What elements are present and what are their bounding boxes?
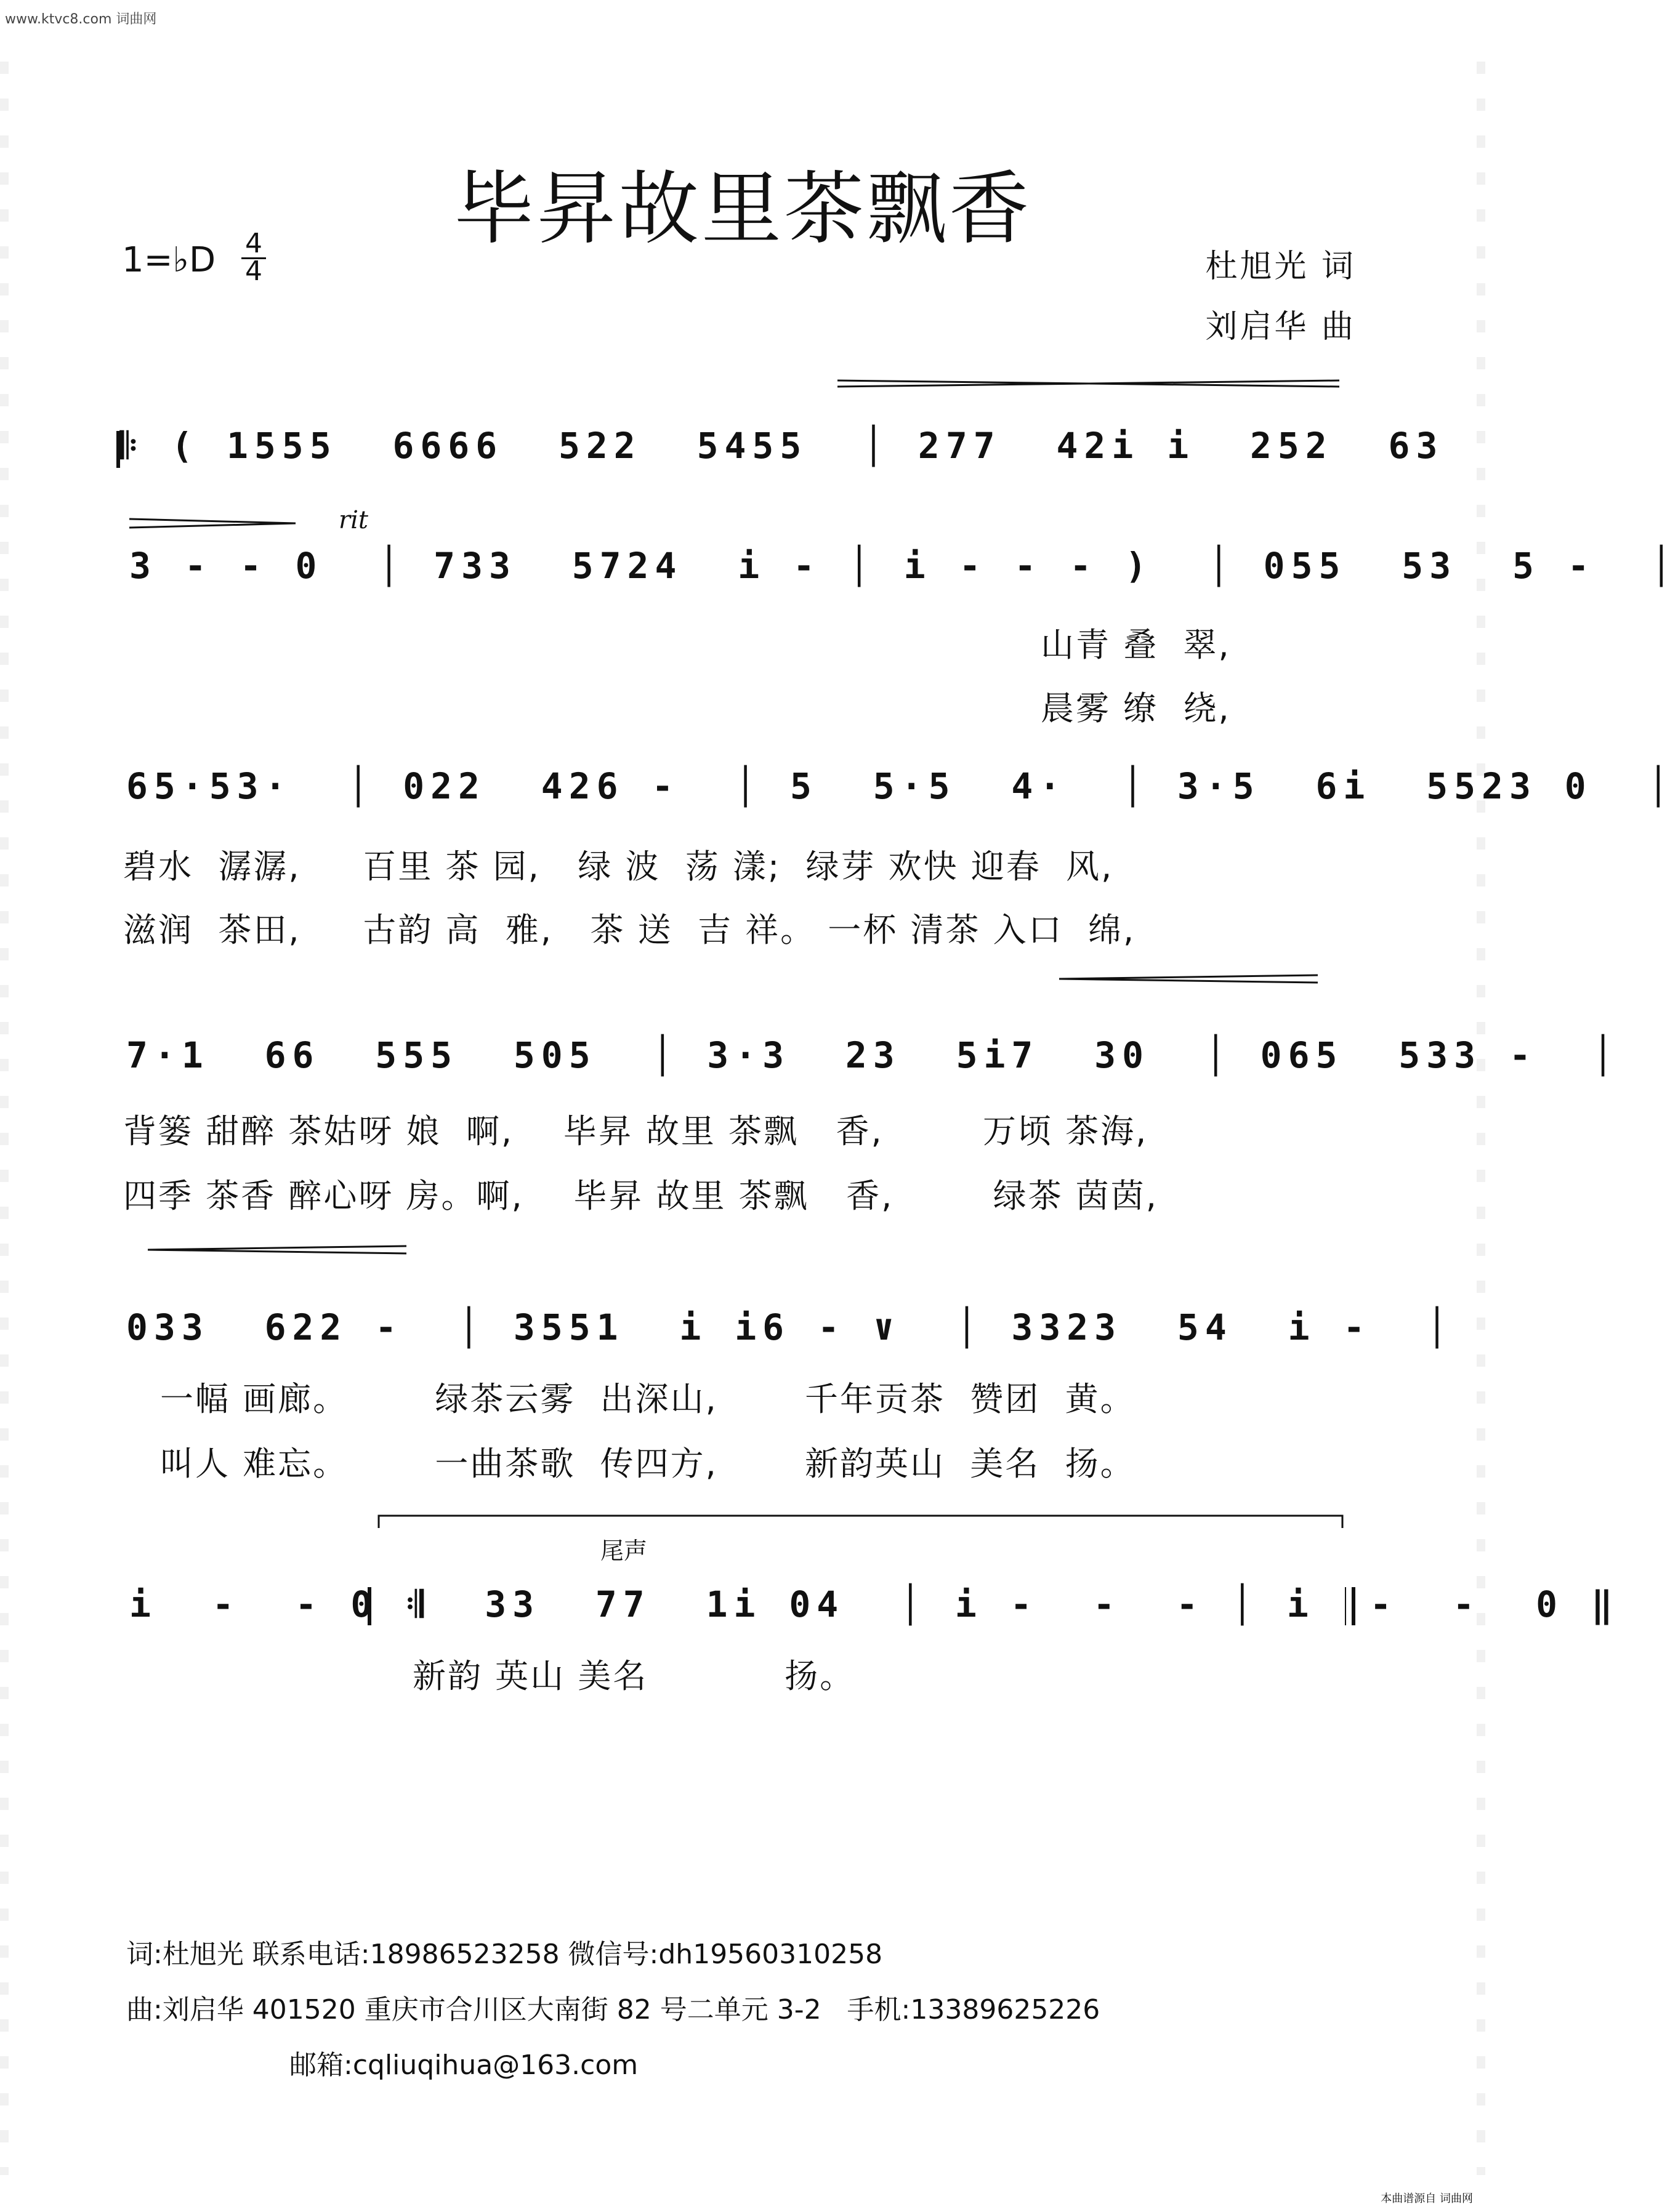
lyricist-credit: 杜旭光 词 (1205, 248, 1356, 285)
footer-composer-contact: 曲:刘启华 401520 重庆市合川区大南街 82 号二单元 3-2 手机:13389625226 (126, 1994, 1100, 2025)
staff-line-3: 65·53· │ 022 426 - │ 5 5·5 4· │ 3·5 6i 5523 0 │ (126, 765, 1676, 807)
footer-email: 邮箱:cqliuqihua@163.com (289, 2049, 639, 2081)
time-sig-bottom: 4 (241, 257, 266, 284)
time-sig-top: 4 (245, 228, 262, 259)
composer-credit: 刘启华 曲 (1205, 308, 1356, 345)
footer-lyricist-contact: 词:杜旭光 联系电话:18986523258 微信号:dh19560310258 (126, 1939, 883, 1970)
staff-line-5: 033 622 - │ 3551 i i6 - ∨ │ 3323 54 i - │ (126, 1306, 1454, 1348)
lyric-s4-v2: 四季 茶香 醉心呀 房。啊, 毕昇 故里 茶飘 香, 绿茶 茵茵, (123, 1176, 1158, 1215)
staff-line-1: 𝄆 ( 1555 6666 522 5455 │ 277 42i i 252 63 (120, 425, 1444, 467)
lyric-s2-v2: 晨雾 缭 绕, (1041, 689, 1231, 728)
lyric-s2-v1: 山青 叠 翠, (1041, 625, 1231, 664)
lyric-s3-v2: 滋润 茶田, 古韵 高 雅, 茶 送 吉 祥。 一杯 清茶 入口 绵, (123, 911, 1136, 949)
lyric-s5-v1: 一幅 画廊。 绿茶云雾 出深山, 千年贡茶 赞团 黄。 (160, 1380, 1135, 1418)
lyric-s3-v1: 碧水 潺潺, 百里 茶 园, 绿 波 荡 漾; 绿芽 欢快 迎春 风, (123, 847, 1114, 886)
staff-line-2: 3 - - 0 │ 733 5724 i - │ i - - - ) │ 055 53 5 - │ (129, 545, 1678, 587)
staff-line-4: 7·1 66 555 505 │ 3·3 23 5i7 30 │ 065 533 - │ (126, 1034, 1620, 1076)
staff-line-6: i - - 0 𝄇 33 77 1i 04 │ i - - - │ i - - 0 ‖ (129, 1583, 1619, 1625)
tempo-mark-rit: rit (339, 506, 368, 534)
key-signature: 1=♭D (122, 240, 216, 280)
lyric-s5-v2: 叫人 难忘。 一曲茶歌 传四方, 新韵英山 美名 扬。 (160, 1444, 1135, 1483)
lyric-s4-v1: 背篓 甜醉 茶姑呀 娘 啊, 毕昇 故里 茶飘 香, 万顷 茶海, (123, 1112, 1148, 1151)
source-badge: 本曲谱源自 词曲网 (1381, 2192, 1473, 2205)
song-title: 毕昇故里茶飘香 (453, 162, 1031, 255)
coda-label: 尾声 (600, 1537, 648, 1564)
lyric-s6-v1: 新韵 英山 美名 扬。 (413, 1657, 855, 1695)
site-url[interactable]: www.ktvc8.com 词曲网 (5, 12, 157, 27)
